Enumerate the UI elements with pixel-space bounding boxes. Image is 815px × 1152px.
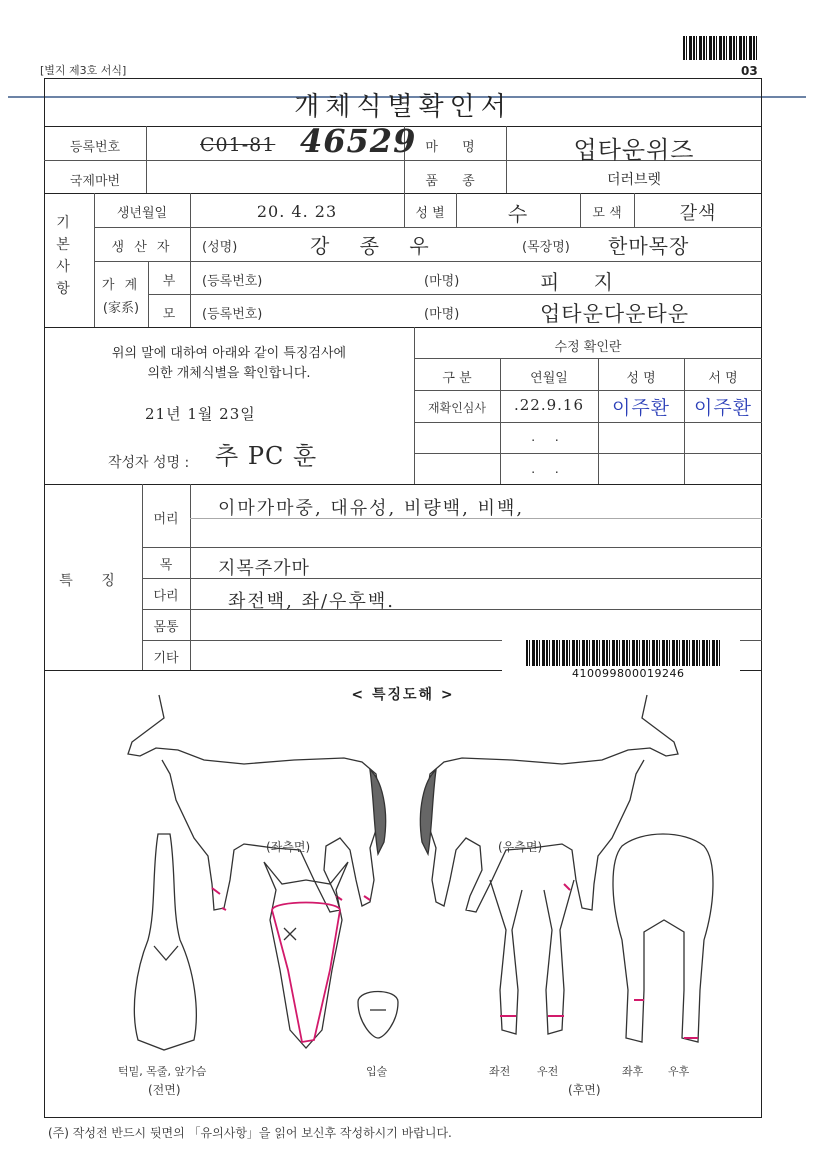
dam-value: 업타운다운타운 <box>540 302 690 326</box>
confirm-date: 21년 1월 23일 <box>145 405 256 423</box>
pedigree-sub: (家系) <box>102 301 140 316</box>
sex-value: 수 <box>507 202 529 226</box>
revision-row-kind: 재확인심사 <box>428 401 486 415</box>
left-side-caption: (좌측면) <box>266 840 311 854</box>
statement-line-1: 위의 말에 대하여 아래와 같이 특징검사에 <box>111 346 347 361</box>
revision-row-date: . . <box>531 430 567 444</box>
writer-signature: 추 PC 훈 <box>215 442 318 470</box>
farm-label: (목장명) <box>522 240 570 255</box>
form-tag: [별지 제3호 서식] <box>40 64 127 77</box>
front-legs-view-outline <box>490 880 574 1034</box>
sire-name-label: (마명) <box>424 274 460 289</box>
farm-value: 한마목장 <box>608 234 690 258</box>
rear-view-outline <box>613 834 713 1042</box>
revision-col-name: 성 명 <box>626 371 656 386</box>
dam-label: 모 <box>162 307 176 322</box>
horse-name-value: 업타운위즈 <box>573 136 695 164</box>
revision-row-sign: 이주환 <box>693 397 753 419</box>
writer-label: 작성자 성명 : <box>108 455 190 471</box>
head-front-view-outline <box>264 862 348 1048</box>
revision-col-date: 연월일 <box>530 371 568 386</box>
sire-label: 부 <box>162 274 176 289</box>
color-value: 갈색 <box>679 203 717 224</box>
footer-note: (주) 작성전 반드시 뒷면의 「유의사항」을 읽어 보신후 작성하시기 바랍니다. <box>48 1126 452 1140</box>
dam-reg-label: (등록번호) <box>202 307 263 322</box>
statement-line-2: 의한 개체식별을 확인합니다. <box>147 366 311 381</box>
revision-row-date: .22.9.16 <box>513 396 585 414</box>
breeder-label: 생 산 자 <box>111 240 173 255</box>
horse-name-label: 마 명 <box>425 140 485 155</box>
reg-no-value: 46529 <box>300 122 417 160</box>
birth-value: 20. 4. 23 <box>256 202 338 221</box>
color-label: 모 색 <box>592 206 622 221</box>
body-label: 몸통 <box>153 620 179 635</box>
rear-left-caption: 좌후 <box>622 1065 644 1078</box>
lip-view-outline <box>358 992 398 1039</box>
breeder-name-label: (성명) <box>202 240 238 255</box>
form-title: 개체식별확인서 <box>294 92 512 122</box>
head-label: 머리 <box>153 512 179 527</box>
front-caption: (전면) <box>148 1083 181 1097</box>
birth-label: 생년월일 <box>116 206 168 221</box>
features-section-label: 특 징 <box>59 573 127 589</box>
lip-caption: 입술 <box>366 1065 388 1078</box>
breed-label: 품 종 <box>425 174 485 189</box>
pedigree-label: 가 계 <box>101 278 141 293</box>
front-right-caption: 우전 <box>537 1065 559 1078</box>
front-left-caption: 좌전 <box>489 1065 511 1078</box>
sire-reg-label: (등록번호) <box>202 274 263 289</box>
barcode-bars <box>526 640 722 666</box>
horse-left-side-outline <box>128 695 386 912</box>
rear-right-caption: 우후 <box>668 1065 690 1078</box>
revision-col-kind: 구 분 <box>442 371 472 386</box>
neck-caption: 턱밑, 목줄, 앞가슴 <box>118 1065 207 1078</box>
diagram-title: < 특징도해 > <box>351 687 455 703</box>
breeder-name-value: 강 종 우 <box>310 234 441 258</box>
intl-no-label: 국제마번 <box>69 174 121 189</box>
neck-value: 지목주가마 <box>218 558 310 579</box>
feature-diagram <box>44 670 762 1118</box>
barcode-number: 410099800019246 <box>572 667 685 680</box>
top-barcode <box>683 36 758 60</box>
page-number: 03 <box>741 64 758 78</box>
basic-section-label: 기본사항 <box>56 215 70 297</box>
neck-chest-view-outline <box>134 834 196 1050</box>
rear-caption: (후면) <box>568 1083 601 1097</box>
horse-right-side-outline <box>420 695 678 912</box>
legs-label: 다리 <box>153 589 179 604</box>
dam-name-label: (마명) <box>424 307 460 322</box>
neck-label: 목 <box>159 558 173 573</box>
sire-value: 피 지 <box>540 270 627 294</box>
legs-value: 좌전백, 좌/우후백. <box>228 591 395 612</box>
revision-row-date: . . <box>531 462 567 476</box>
etc-label: 기타 <box>153 651 179 666</box>
reg-no-struck: C01-81 <box>200 134 276 156</box>
revision-row-name: 이주환 <box>611 397 671 419</box>
breed-value: 더러브렛 <box>606 172 662 188</box>
revision-title: 수정 확인란 <box>554 340 622 355</box>
head-value: 이마가마중, 대유성, 비량백, 비백, <box>218 498 525 519</box>
sex-label: 성 별 <box>415 206 445 221</box>
revision-col-sign: 서 명 <box>708 371 738 386</box>
right-side-caption: (우측면) <box>498 840 543 854</box>
reg-no-label: 등록번호 <box>69 140 121 155</box>
